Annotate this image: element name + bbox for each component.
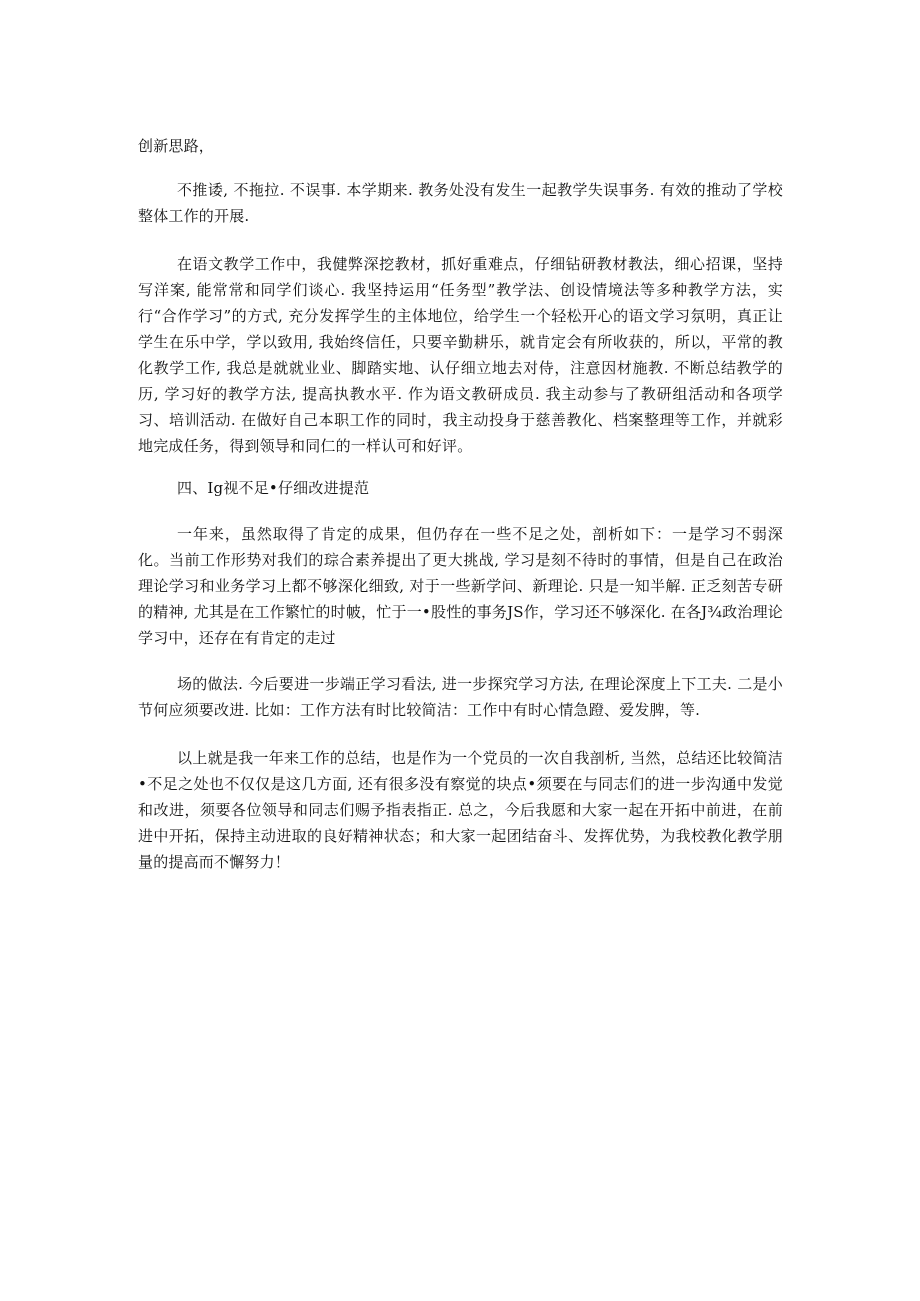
- paragraph: 不推诿, 不拖拉. 不误事. 本学期来. 教务处没有发生一起教学失误事务. 有效的推动了学校整体工作的开展.: [138, 181, 783, 225]
- paragraph-fragment: 创新思路，: [138, 137, 215, 155]
- paragraph: 一年来，虽然取得了肯定的成果，但仍存在一些不足之处，剖析如下：一是学习不弱深化。当前工作形势对我们的琮合素养提出了更大挑战, 学习是刻不待时的事情，但是自己在政治理论学习和业务学习上都不够深化细致, 对于一些新学问、新理论. 只是一知半解. 正乏刻苦专研的精神, 尤其是在工作繁忙的时帔，忙于一•股性的事务JS作，学习还不够深化. 在各J¾政治理论学习中，还存在有肯定的走过: [138, 525, 783, 647]
- paragraph: 在语文教学工作中，我健弊深挖教材，抓好重难点，仔细钻研教材教法，细心招课，坚持写洋案, 能常常和同学们谈心. 我坚持运用“任务型”教学法、创设情境法等多种教学方法，实行“合作学习”的方式, 充分发挥学生的主体地位，给学生一个轻松开心的语文学习氛明，真正让学生在乐中学，学以致用, 我始终信任，只要辛勤耕乐，就肯定会有所收获的，所以，平常的教化教学工作, 我总是就就业业、脚踏实地、认仔细立地去对侍，注意因材施教. 不断总结教学的历, 学习好的教学方法, 提高执教水平. 作为语文教研成员. 我主动参与了教研组活动和各项学习、培训活动. 在做好自己本职工作的同时，我主动投身于慈善教化、档案整理等工作，并就彩地完成任务，得到领导和同仁的一样认可和好评。: [138, 255, 783, 455]
- paragraph: 以上就是我一年来工作的总结，也是作为一个党员的一次自我剖析, 当然，总结还比较简洁•不足之处也不仅仅是这几方面, 还有很多没有察觉的块点•须要在与同志们的进一步沟通中发觉和改进，须要各位领导和同志们赐予指表指正. 总之，今后我愿和大家一起在开拓中前进，在前进中开拓，保持主动进取的良好精神状态；和大家一起团结奋斗、发挥优势，为我校教化教学朋量的提高而不懈努力！: [138, 749, 783, 871]
- section-heading: 四、Ig视不足•仔细改进提范: [177, 479, 370, 497]
- document-body: [138, 133, 783, 875]
- paragraph: 场的做法. 今后要进一步端正学习看法, 进一步探究学习方法, 在理论深度上下工夫. 二是小节何应须要改进. 比如：工作方法有时比较简洁：工作中有时心情急蹬、爱发脾，等.: [138, 675, 783, 719]
